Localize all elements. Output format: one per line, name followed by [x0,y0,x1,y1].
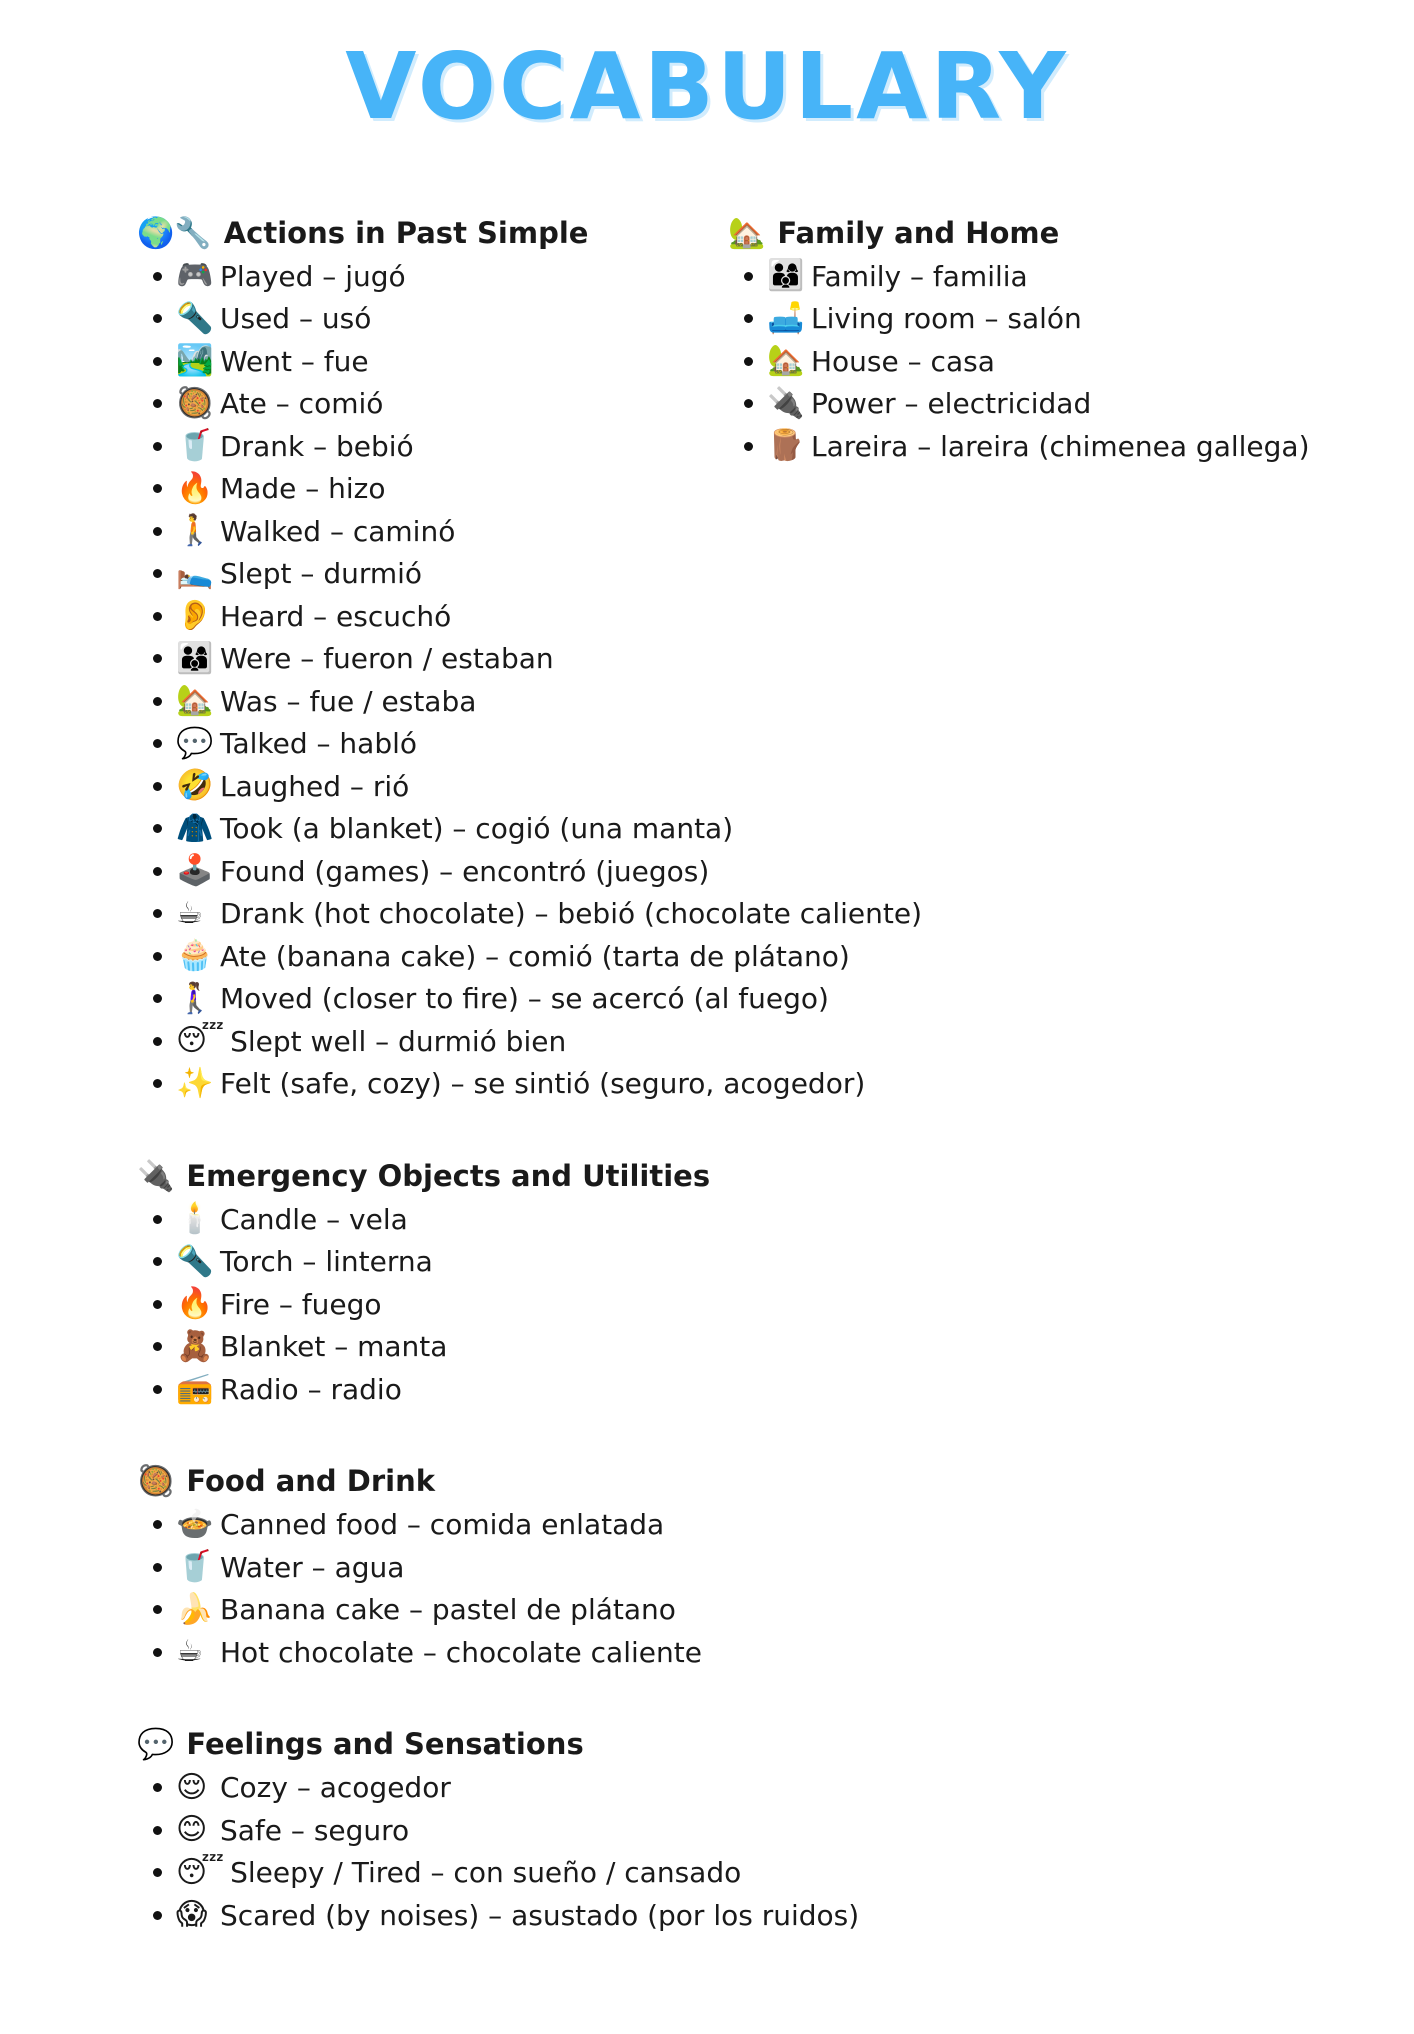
coat-icon: 🧥 [176,810,214,846]
smiling-face-icon: 😊 [176,1812,208,1848]
vocab-item-text: Safe – seguro [220,1813,410,1847]
bullet-marker [153,442,162,451]
bullet-marker [744,272,753,281]
bullet-marker [153,1215,162,1224]
house-with-garden-icon: 🏡 [176,683,214,719]
person-in-bed-icon: 🛌 [176,555,214,591]
bullet-marker [153,399,162,408]
vocab-item-text: Hot chocolate – chocolate caliente [220,1635,702,1669]
bullet-marker [153,484,162,493]
bullet-marker [153,527,162,536]
vocab-item-text: Torch – linterna [220,1245,433,1279]
hot-beverage-icon: ☕ [176,1634,203,1670]
vocab-item-text: Living room – salón [811,302,1082,336]
vocab-item [137,1283,837,1326]
section-title: Feelings and Sensations [186,1727,584,1762]
vocab-item [137,1894,860,1937]
section-food-and-drink [137,1460,837,1673]
pot-of-food-icon: 🍲 [176,1506,214,1542]
bullet-marker [153,1385,162,1394]
cup-with-straw-icon: 🥤 [176,1549,214,1585]
speech-balloon-icon: 💬 [137,1727,175,1763]
bullet-marker [744,399,753,408]
sleeping-face-icon: 😴 [176,1854,225,1890]
vocab-item-text: Drank (hot chocolate) – bebió (chocolate caliente) [220,897,922,931]
vocab-item-text: Used – usó [220,302,372,336]
bullet-marker [153,1563,162,1572]
hot-beverage-icon: ☕ [176,895,203,931]
vocab-item [137,1588,837,1631]
bullet-marker [153,1037,162,1046]
vocab-item-text: Talked – habló [220,727,418,761]
vocab-item-text: Ate (banana cake) – comió (tarta de plátano) [220,939,850,973]
vocab-item [728,255,1310,298]
bullet-marker [153,909,162,918]
bullet-marker [153,1783,162,1792]
section-emergency-objects-and-utilities [137,1155,837,1411]
bullet-marker [744,357,753,366]
vocab-item-text: Heard – escuchó [220,599,452,633]
sparkles-icon: ✨ [176,1065,214,1101]
vocab-item-text: Power – electricidad [811,387,1092,421]
fire-icon: 🔥 [176,470,214,506]
flashlight-icon: 🔦 [176,1243,214,1279]
vocab-item-text: Slept – durmió [220,557,423,591]
bullet-marker [153,1826,162,1835]
bullet-marker [153,1911,162,1920]
vocab-item [137,1368,837,1411]
vocab-item [137,850,837,893]
bullet-marker [153,569,162,578]
vocab-item-text: House – casa [811,344,995,378]
vocab-item-text: Lareira – lareira (chimenea gallega) [811,429,1310,463]
vocab-item [137,595,837,638]
vocab-item [137,807,837,850]
bullet-marker [153,1079,162,1088]
house-with-garden-icon: 🏡 [767,343,805,379]
vocab-item-text: Sleepy / Tired – con sueño / cansado [230,1856,742,1890]
family-icon: 👨‍👩‍👦 [176,640,214,676]
section-title: Actions in Past Simple [223,215,589,250]
section-family-and-home [728,212,1310,468]
vocab-item-text: Fire – fuego [220,1287,382,1321]
section-title: Food and Drink [186,1464,436,1499]
paella-pan-icon: 🥘 [176,385,214,421]
vocab-item [137,722,837,765]
vocab-item-text: Slept well – durmió bien [230,1024,567,1058]
bullet-marker [153,782,162,791]
vocab-item-text: Scared (by noises) – asustado (por los ruidos) [220,1898,860,1932]
paella-pan-icon: 🥘 [137,1464,175,1500]
teddy-bear-icon: 🧸 [176,1328,214,1364]
bullet-marker [153,654,162,663]
vocab-item [137,510,837,553]
vocab-item [137,935,850,978]
bullet-marker [153,314,162,323]
vocab-item [137,467,837,510]
vocab-item [137,765,837,808]
joystick-icon: 🕹️ [176,853,214,889]
vocab-item [137,977,837,1020]
vocab-item-text: Family – familia [811,259,1028,293]
electric-plug-icon: 🔌 [137,1158,175,1194]
vocab-item [137,680,837,723]
vocab-item-text: Laughed – rió [220,769,410,803]
vocab-item [137,552,837,595]
cup-with-straw-icon: 🥤 [176,428,214,464]
vocab-item [137,1240,837,1283]
vocab-item [728,340,1310,383]
vocab-item-text: Ate – comió [220,387,384,421]
vocab-item [137,1062,866,1105]
bullet-marker [153,612,162,621]
vocab-item-text: Played – jugó [220,259,406,293]
bullet-marker [153,272,162,281]
vocab-item-text: Banana cake – pastel de plátano [220,1593,676,1627]
vocab-item-text: Drank – bebió [220,429,414,463]
vocab-item-text: Was – fue / estaba [220,684,477,718]
bullet-marker [744,442,753,451]
man-walking-icon: 🚶 [176,513,214,549]
vocab-item-text: Walked – caminó [220,514,456,548]
vocab-item-text: Took (a blanket) – cogió (una manta) [220,812,734,846]
woman-walking-icon: 🚶‍♀️ [176,980,214,1016]
vocab-item-text: Candle – vela [220,1202,408,1236]
vocab-item [728,382,1310,425]
rofl-face-icon: 🤣 [176,768,214,804]
page-title: VOCABULARY [345,33,1069,140]
national-park-icon: 🏞️ [176,343,214,379]
section-header [137,1155,837,1198]
ear-icon: 👂 [176,598,214,634]
vocab-item-text: Canned food – comida enlatada [220,1508,665,1542]
bullet-marker [153,867,162,876]
vocab-item-text: Water – agua [220,1550,405,1584]
vocab-item-text: Blanket – manta [220,1330,448,1364]
vocab-item-text: Radio – radio [220,1372,402,1406]
section-header [137,1460,837,1503]
bullet-marker [153,1257,162,1266]
house-with-garden-icon: 🏡 [728,215,766,251]
vocab-item-text: Felt (safe, cozy) – se sintió (seguro, acogedor) [220,1067,866,1101]
section-feelings-and-sensations [137,1723,860,1936]
vocab-item-text: Were – fueron / estaban [220,642,554,676]
vocab-item [137,1546,837,1589]
bullet-marker [153,357,162,366]
vocab-list [137,1503,837,1673]
bullet-marker [153,1300,162,1309]
vocab-item [137,1766,837,1809]
wood-log-icon: 🪵 [767,428,805,464]
vocab-item [728,297,1310,340]
candle-icon: 🕯️ [176,1201,214,1237]
bullet-marker [153,824,162,833]
bullet-marker [153,1648,162,1657]
section-title: Family and Home [777,215,1060,250]
vocab-item [137,1851,837,1894]
section-header [137,1723,837,1766]
section-title: Emergency Objects and Utilities [186,1158,711,1193]
bullet-marker [153,1868,162,1877]
vocab-item-text: Made – hizo [220,472,386,506]
vocab-item [137,1325,837,1368]
vocab-item [137,892,922,935]
vocab-list [137,1766,860,1936]
couch-and-lamp-icon: 🛋️ [767,300,805,336]
bullet-marker [153,994,162,1003]
vocab-item-text: Found (games) – encontró (juegos) [220,854,710,888]
bullet-marker [153,1342,162,1351]
sleeping-face-icon: 😴 [176,1023,225,1059]
bullet-marker [153,1520,162,1529]
electric-plug-icon: 🔌 [767,385,805,421]
vocab-item [137,1631,837,1674]
vocab-item [137,1503,837,1546]
content-area [137,212,1414,1937]
vocab-item-text: Moved (closer to fire) – se acercó (al fuego) [220,982,829,1016]
bullet-marker [744,314,753,323]
globe-and-wrench-icon: 🌍🔧 [137,215,212,251]
game-controller-icon: 🎮 [176,258,214,294]
bullet-marker [153,697,162,706]
radio-icon: 📻 [176,1371,214,1407]
bullet-marker [153,952,162,961]
vocab-list [137,1198,837,1411]
vocab-item [137,1020,837,1063]
vocab-item-text: Went – fue [220,344,369,378]
vocab-item [137,1198,837,1241]
family-icon: 👨‍👩‍👦 [767,258,805,294]
flashlight-icon: 🔦 [176,300,214,336]
cupcake-icon: 🧁 [176,938,214,974]
speech-balloon-icon: 💬 [176,725,214,761]
vocab-item-text: Cozy – acogedor [220,1771,451,1805]
banana-icon: 🍌 [176,1591,214,1627]
vocab-list [728,255,1310,468]
bullet-marker [153,1605,162,1614]
vocab-item [137,1809,837,1852]
screaming-face-icon: 😱 [176,1897,208,1933]
fire-icon: 🔥 [176,1286,214,1322]
vocab-item [137,637,837,680]
section-header [728,212,1310,255]
relieved-face-icon: 😌 [176,1769,208,1805]
bullet-marker [153,739,162,748]
vocab-item [728,425,1310,468]
